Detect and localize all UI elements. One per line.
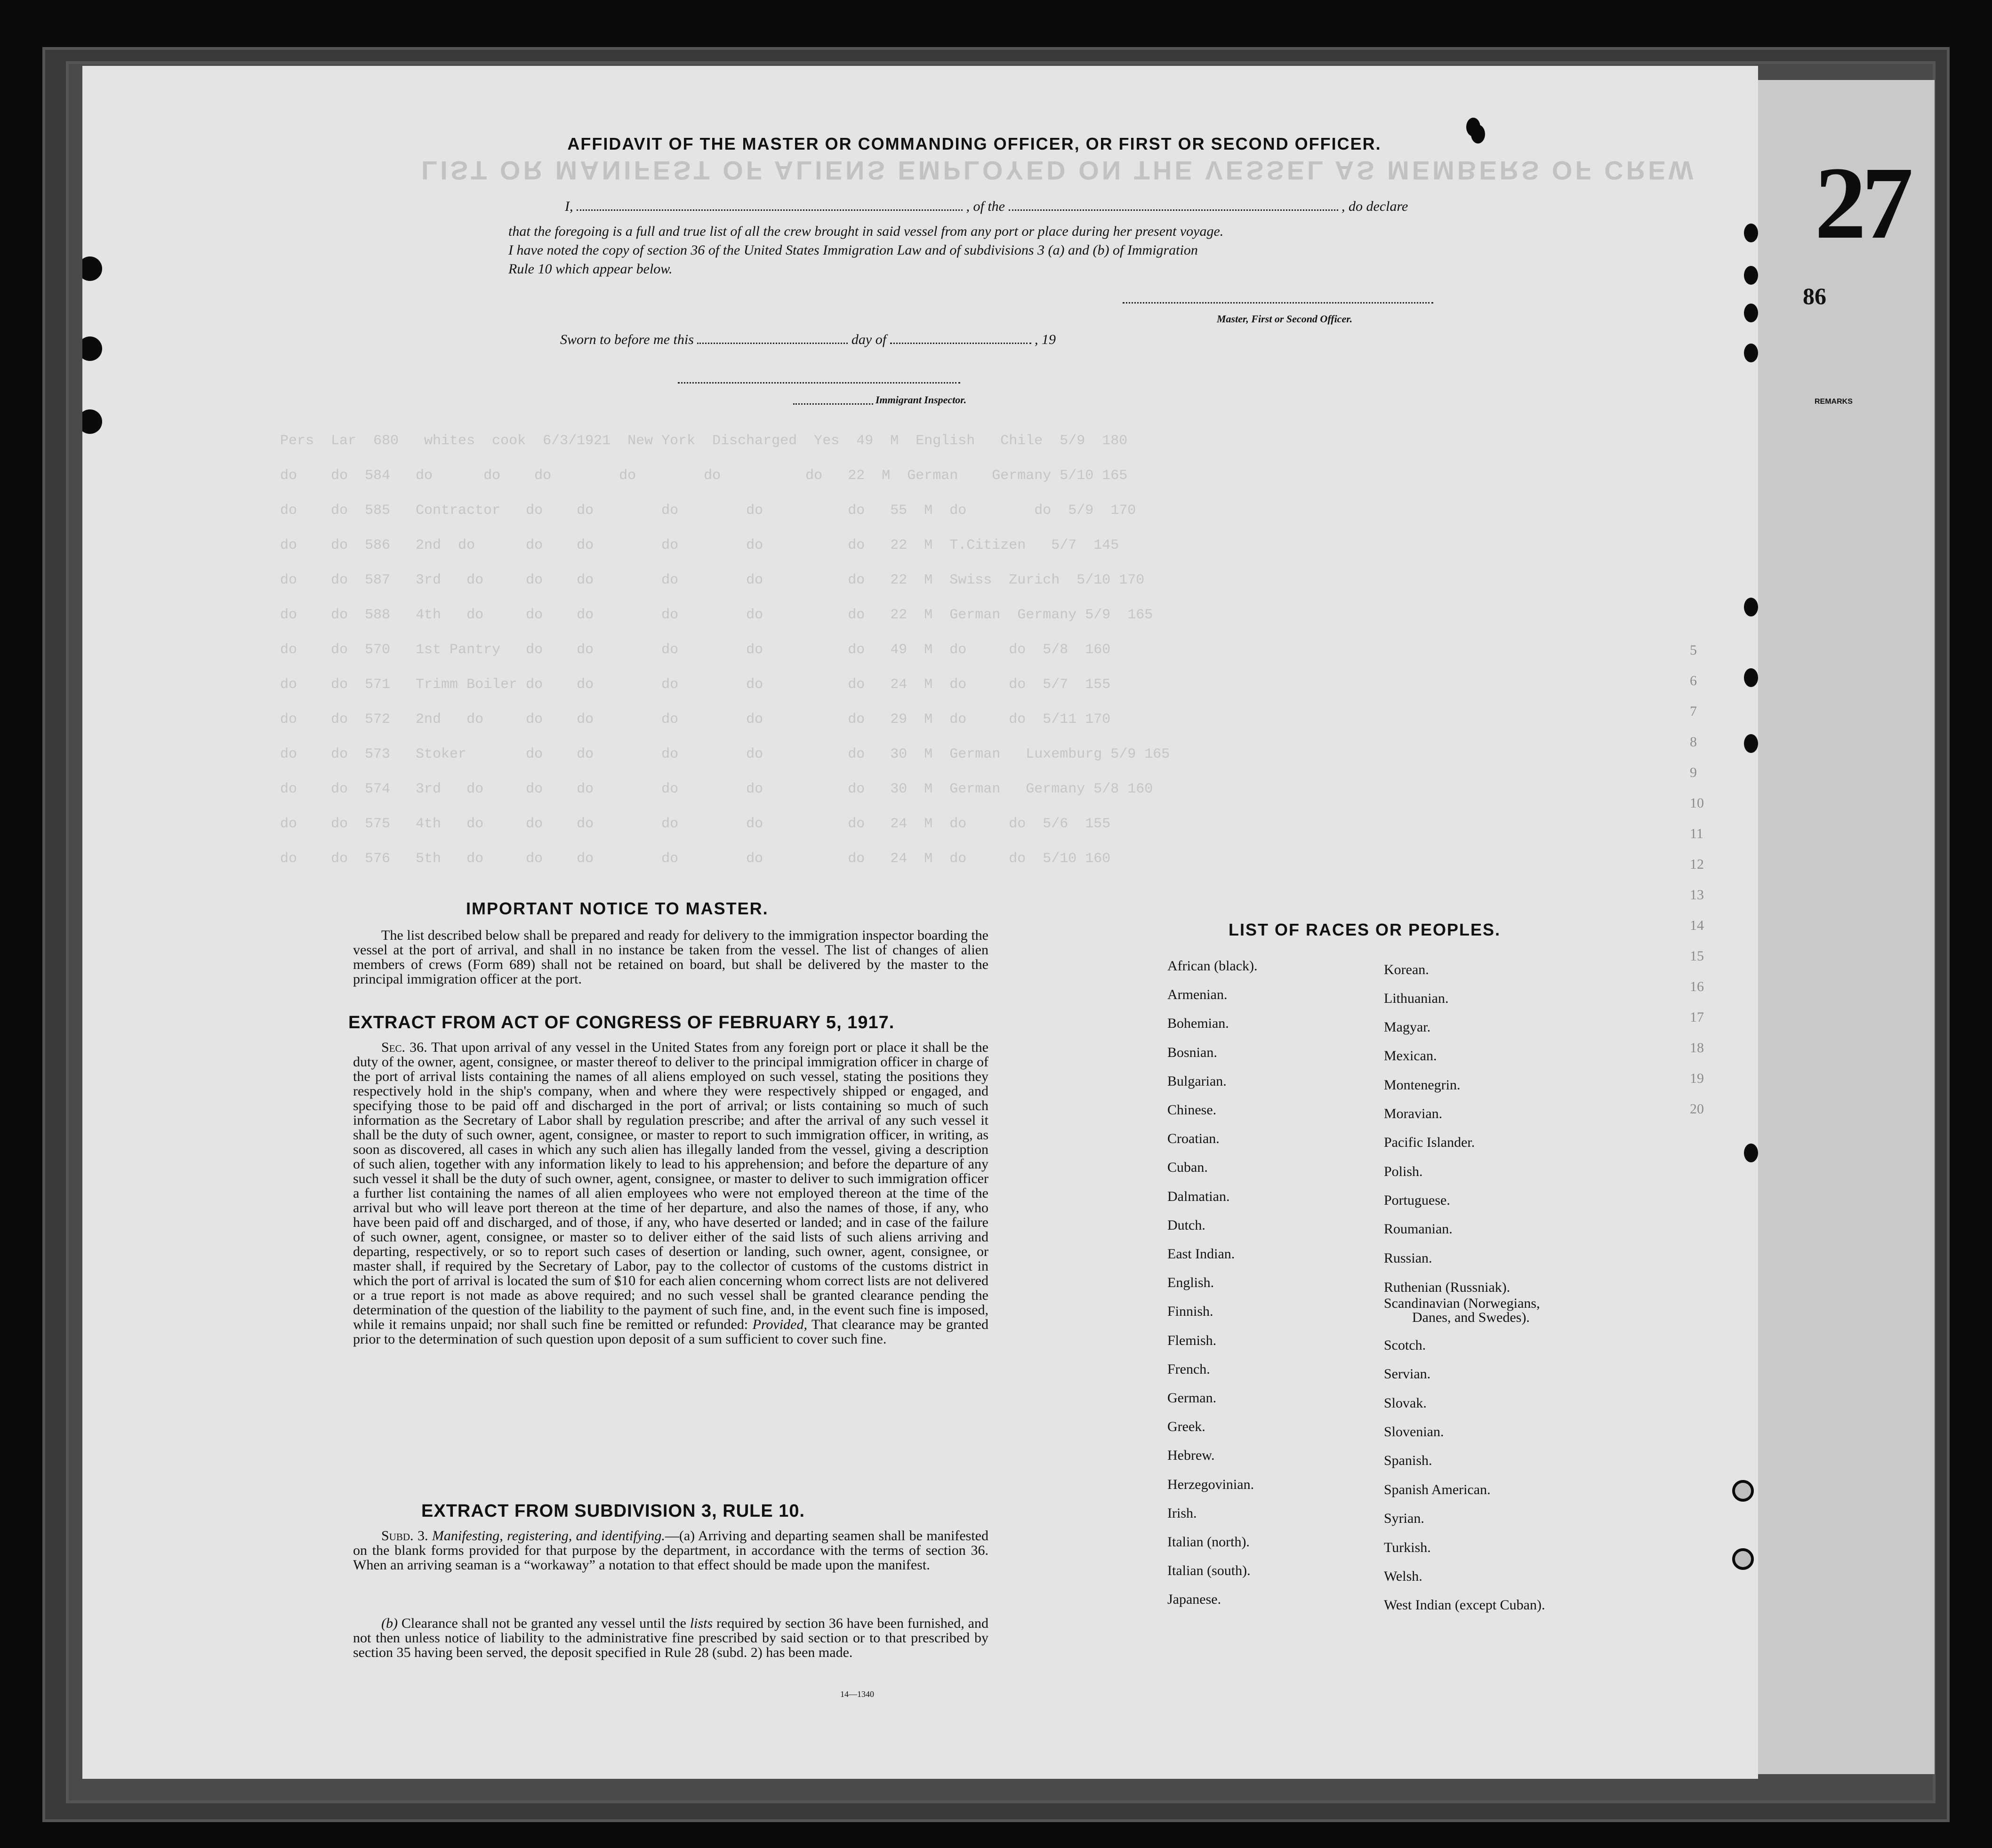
race-item-left: Hebrew.	[1167, 1448, 1215, 1463]
subdivision-label: Subd. 3.	[381, 1528, 428, 1544]
race-item-left: Dutch.	[1167, 1217, 1205, 1233]
affidavit-title: AFFIDAVIT OF THE MASTER OR COMMANDING OFFICER, OR FIRST OR SECOND OFFICER.	[567, 134, 1382, 153]
race-item-right: Mexican.	[1384, 1048, 1437, 1064]
day-of-label: day of	[851, 332, 887, 347]
bleed-through-row-number: 5	[1690, 642, 1697, 658]
races-title: LIST OF RACES OR PEOPLES.	[1229, 920, 1501, 939]
race-item-right: Servian.	[1384, 1366, 1431, 1382]
form-code: 14—1340	[840, 1689, 874, 1699]
race-item-left: Flemish.	[1167, 1333, 1217, 1348]
officer-signature-label: Master, First or Second Officer.	[1217, 313, 1353, 325]
race-item-right: Spanish American.	[1384, 1482, 1491, 1497]
race-item-right: Danes, and Swedes).	[1412, 1310, 1530, 1325]
punch-hole	[1744, 304, 1758, 322]
affidavit-page	[82, 66, 1758, 1779]
race-item-right: Roumanian.	[1384, 1221, 1453, 1237]
paragraph-b-pre: Clearance shall not be granted any vessel until the	[397, 1616, 690, 1631]
affidavit-line-2: that the foregoing is a full and true list of all the crew brought in said vessel from any port or place during her present voyage.	[508, 224, 1224, 239]
bleed-through-row-number: 13	[1690, 887, 1704, 903]
subdivision-title: Manifesting, registering, and identifying.	[432, 1528, 665, 1544]
sheet-number: 27	[1815, 145, 1909, 260]
bleed-through-row-number: 20	[1690, 1101, 1704, 1117]
reinforcement-ring	[1732, 1548, 1754, 1570]
sworn-line	[560, 332, 1056, 348]
race-item-left: Croatian.	[1167, 1131, 1220, 1146]
bleed-through-row-number: 11	[1690, 826, 1703, 841]
bleed-through-row-number: 6	[1690, 673, 1697, 688]
race-item-right: Spanish.	[1384, 1453, 1432, 1468]
race-item-left: German.	[1167, 1390, 1217, 1406]
bleed-through-row-number: 10	[1690, 795, 1704, 811]
race-item-right: Lithuanian.	[1384, 991, 1449, 1006]
race-item-left: Dalmatian.	[1167, 1189, 1230, 1204]
race-item-left: Japanese.	[1167, 1592, 1221, 1607]
officer-signature-field[interactable]	[1123, 301, 1433, 304]
race-item-right: Scotch.	[1384, 1337, 1426, 1353]
punch-hole	[1744, 266, 1758, 285]
proviso-label: Provided,	[752, 1317, 807, 1332]
bleed-through-row-number: 12	[1690, 856, 1704, 872]
bleed-through-row-number: 7	[1690, 704, 1697, 719]
declarant-prefix: I,	[565, 199, 573, 214]
race-item-left: English.	[1167, 1275, 1214, 1290]
bleed-through-rows: Pers Lar 680 whites cook 6/3/1921 New York Discharged Yes 49 M English Chile 5/9 180 do do 584 do do do do do do 22 M German Germany 5/10 165 do do 585 Contractor do do do do do 55 M do do 5/9 170 do do 586 2nd do do do do do do 22 M T.Citizen 5/7 145 do do 587 3rd do do do do do do 22 M Swiss Zurich 5/10 170 do do 588 4th do do do do do do 22 M German Germany 5/9 165 do do 570 1st Pantry do do do do do 49 M do do 5/8 160 do do 571 Trimm Boiler do do do do do 24 M do do 5/7 155 do do 572 2nd do do do do do do 29 M do do 5/11 170 do do 573 Stoker do do do do do 30 M German Luxemburg 5/9 165 do do 574 3rd do do do do do do 30 M German Germany 5/8 160 do do 575 4th do do do do do do 24 M do do 5/6 155 do do 576 5th do do do do do do 24 M do do 5/10 160	[280, 433, 1170, 867]
race-item-right: Portuguese.	[1384, 1192, 1450, 1208]
paragraph-b-post: required by section 36 have been furnished, and not then unless notice of liability to the administrative fine prescribed by said section or to that prescribed by section 35 having been served, the deposit specified in Rule 28 (subd. 2) has been made.	[353, 1616, 988, 1660]
sworn-month-field[interactable]	[890, 341, 1031, 344]
inspector-signature-field[interactable]	[678, 381, 960, 384]
year-label: , 19	[1035, 332, 1056, 347]
punch-hole	[1471, 125, 1485, 144]
inspector-signature-field-2[interactable]	[793, 402, 873, 405]
bleed-through-row-number: 9	[1690, 765, 1697, 780]
punch-hole	[1744, 224, 1758, 242]
race-item-left: East Indian.	[1167, 1246, 1235, 1262]
proviso-text: That clearance may be granted prior to the determination of such question upon deposit of a sum sufficient to cover such fine.	[353, 1317, 989, 1347]
extract-act-heading: EXTRACT FROM ACT OF CONGRESS OF FEBRUARY 5, 1917.	[348, 1013, 895, 1032]
race-item-left: Herzegovinian.	[1167, 1477, 1254, 1492]
punch-hole	[1744, 734, 1758, 753]
race-item-left: African (black).	[1167, 958, 1258, 974]
race-item-right: Russian.	[1384, 1250, 1432, 1266]
inspector-signature-label: Immigrant Inspector.	[876, 394, 967, 406]
extract-act-text	[353, 1040, 988, 1346]
bleed-through-row-number: 19	[1690, 1071, 1704, 1086]
punch-hole	[82, 256, 102, 281]
punch-hole	[1744, 344, 1758, 362]
extract-rule-text-b	[353, 1616, 988, 1660]
paragraph-b-label: (b)	[381, 1616, 398, 1631]
section-label: Sec. 36.	[381, 1040, 427, 1055]
race-item-left: Armenian.	[1167, 987, 1228, 1002]
punch-hole	[82, 409, 102, 434]
paragraph-a: —(a) Arriving and departing seamen shall be manifested on the blank forms provided for that purpose by the department, in accordance with the terms of section 36. When an arriving seaman is a “workaway” a notation to that effect should be made upon the manifest.	[353, 1528, 988, 1573]
race-item-right: Welsh.	[1384, 1568, 1422, 1584]
bleed-through-row-number: 16	[1690, 979, 1704, 994]
sworn-day-field[interactable]	[697, 341, 848, 344]
punch-hole	[82, 336, 102, 361]
race-item-right: Pacific Islander.	[1384, 1135, 1475, 1150]
declarant-name-field[interactable]	[577, 208, 963, 211]
declare-label: , do declare	[1341, 199, 1408, 214]
race-item-left: Chinese.	[1167, 1102, 1217, 1118]
notice-heading: IMPORTANT NOTICE TO MASTER.	[466, 899, 769, 918]
race-item-right: Slovenian.	[1384, 1424, 1444, 1440]
race-item-left: Italian (north).	[1167, 1534, 1250, 1550]
race-item-right: Ruthenian (Russniak).	[1384, 1280, 1510, 1295]
vessel-name-field[interactable]	[1009, 208, 1338, 211]
race-item-left: Italian (south).	[1167, 1563, 1251, 1578]
race-item-left: Bulgarian.	[1167, 1073, 1227, 1089]
affidavit-line-4: Rule 10 which appear below.	[508, 261, 673, 277]
race-item-right: Syrian.	[1384, 1511, 1424, 1526]
bleed-through-row-number: 17	[1690, 1009, 1704, 1025]
bleed-through-row-number: 15	[1690, 948, 1704, 964]
race-item-left: Greek.	[1167, 1419, 1205, 1434]
notice-text: The list described below shall be prepared and ready for delivery to the immigration inspector boarding the vessel at the port of arrival, and shall in no instance be taken from the vessel. The list of changes of alien members of crews (Form 689) shall not be retained on board, but shall be delivered by the master to the principal immigration officer at the port.	[353, 928, 988, 987]
race-item-right: Turkish.	[1384, 1540, 1431, 1555]
remarks-column-label: REMARKS	[1815, 398, 1853, 406]
race-item-left: French.	[1167, 1361, 1210, 1377]
sheet-subnumber: 86	[1803, 283, 1826, 309]
reinforcement-ring	[1732, 1480, 1754, 1502]
affidavit-line-1	[565, 199, 1408, 215]
race-item-right: West Indian (except Cuban).	[1384, 1597, 1545, 1613]
of-the-label: , of the	[966, 199, 1005, 214]
bleed-through-row-number: 8	[1690, 734, 1697, 750]
bleed-through-title: LIST OR MANIFEST OF ALIENS EMPLOYED ON THE VESSEL AS MEMBERS OF CREW	[421, 156, 1696, 185]
race-item-left: Cuban.	[1167, 1160, 1208, 1175]
race-item-left: Irish.	[1167, 1505, 1197, 1521]
punch-hole	[1744, 668, 1758, 687]
race-item-right: Moravian.	[1384, 1106, 1443, 1121]
race-item-right: Polish.	[1384, 1164, 1423, 1179]
bleed-through-row-number: 14	[1690, 918, 1704, 933]
race-item-left: Finnish.	[1167, 1304, 1213, 1319]
race-item-right: Korean.	[1384, 962, 1429, 977]
race-item-right: Montenegrin.	[1384, 1077, 1461, 1093]
race-item-right: Slovak.	[1384, 1395, 1427, 1411]
punch-hole	[1744, 598, 1758, 616]
bleed-through-row-number: 18	[1690, 1040, 1704, 1056]
section-36-text: That upon arrival of any vessel in the United States from any foreign port or place it shall be the duty of the owner, agent, consignee, or master thereof to deliver to the principal immigration officer in charge of the port of arrival lists containing the names of all aliens employed on such vessel, stating the positions they respectively hold in the ship's company, when and where they were respectively shipped or engaged, and specifying those to be paid off and discharged in the port of arrival; or lists containing so much of such information as the Secretary of Labor shall by regulation prescribe; and after the arrival of any such vessel it shall be the duty of such owner, agent, consignee, or master to report to such immigration officer, in writing, as soon as discovered, all cases in which any such alien has illegally landed from the vessel, giving a description of such alien, together with any information likely to lead to his apprehension; and before the departure of any such vessel it shall be the duty of such owner, agent, consignee, or master to deliver to such immigration officer a further list containing the names of all alien employees who were not employed thereon at the time of the arrival but who will leave port thereon at the time of her departure, and also the names of those, if any, who have been paid off and discharged, and of those, if any, who have deserted or landed; and in case of the failure of such owner, agent, consignee, or master so to deliver either of the said lists of such aliens arriving and departing, respectively, or so to report such cases of desertion or landing, such owner, agent, consignee, or master shall, if required by the Secretary of Labor, pay to the collector of customs of the customs district in which the port of arrival is located the sum of $10 for each alien concerning whom correct lists are not delivered or a true report is not made as above required; and no such vessel shall be granted clearance pending the determination of the question of the liability to the payment of such fine, and, in the event such fine is imposed, while it remains unpaid; nor shall such fine be remitted or refunded:	[353, 1040, 988, 1332]
sworn-label: Sworn to before me this	[560, 332, 694, 347]
extract-rule-heading: EXTRACT FROM SUBDIVISION 3, RULE 10.	[421, 1501, 805, 1521]
race-item-left: Bosnian.	[1167, 1045, 1217, 1060]
paragraph-b-lists: lists	[690, 1616, 713, 1631]
race-item-right: Scandinavian (Norwegians,	[1384, 1296, 1540, 1311]
race-item-right: Magyar.	[1384, 1019, 1431, 1035]
race-item-left: Bohemian.	[1167, 1016, 1229, 1031]
punch-hole	[1744, 1144, 1758, 1162]
affidavit-line-3: I have noted the copy of section 36 of the United States Immigration Law and of subdivisions 3 (a) and (b) of Immigration	[508, 242, 1198, 258]
extract-rule-text-a	[353, 1528, 988, 1572]
